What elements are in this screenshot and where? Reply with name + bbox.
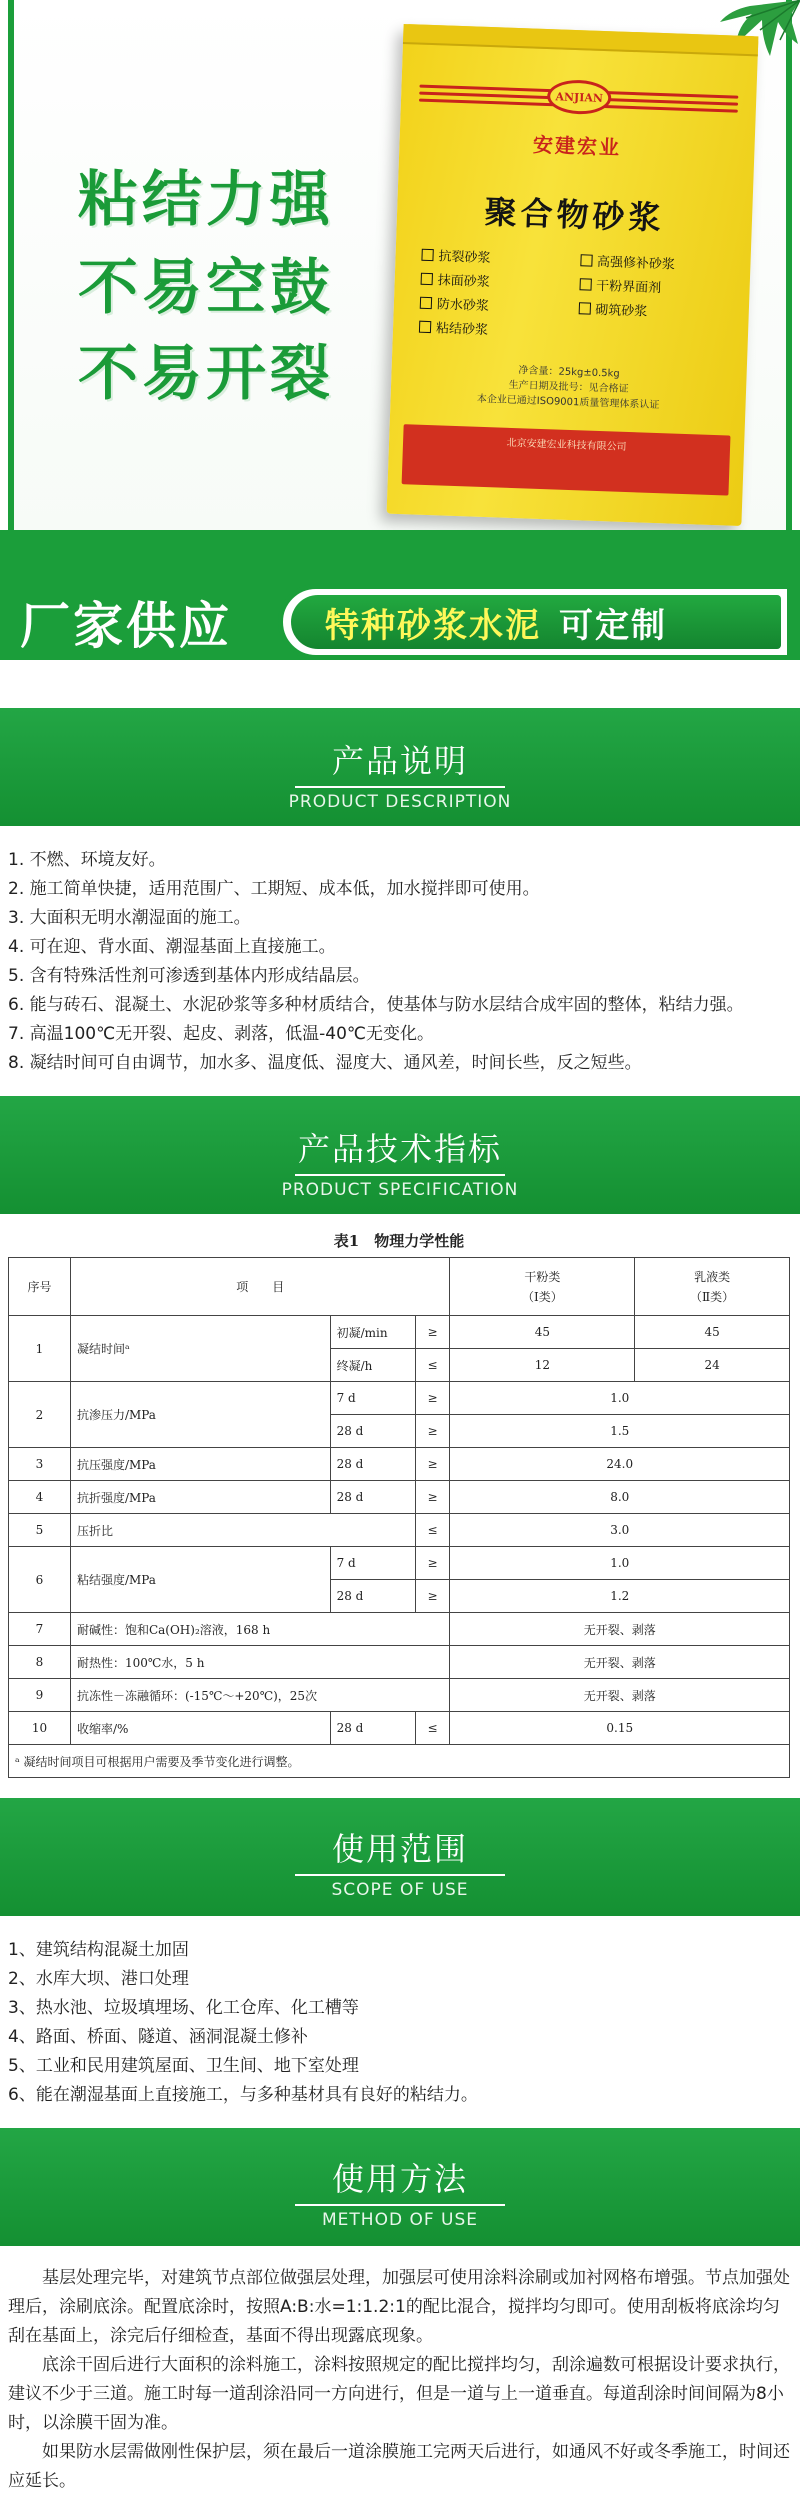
spec-table-note: ᵃ 凝结时间项目可根据用户需要及季节变化进行调整。 (9, 1745, 790, 1778)
bag-type-item: 抹面砂浆 (420, 269, 565, 293)
header-item: 项 目 (70, 1258, 450, 1316)
section-subtitle: METHOD OF USE (322, 2210, 478, 2230)
hero-slogan-2: 不易空鼓 (78, 253, 334, 323)
list-item: 3、热水池、垃圾填埋场、化工仓库、化工槽等 (8, 1998, 359, 2018)
section-divider (295, 786, 505, 788)
section-divider (295, 1174, 505, 1176)
banner-highlight: 特种砂浆水泥 (325, 605, 541, 646)
section-subtitle: SCOPE OF USE (331, 1880, 469, 1900)
method-paragraph: 基层处理完毕，对建筑节点部位做强层处理，加强层可使用涂料涂刷或加衬网格布增强。节点加强处理后，涂刷底涂。配置底涂时，按照A:B:水=1:1.2:1的配比混合，搅拌均匀即可。使用刮板将底涂均匀刮在基面上，涂完后仔细检查，基面不得出现露底现象。 (8, 2268, 790, 2346)
list-item: 2. 施工简单快捷，适用范围广、工期短、成本低，加水搅拌即可使用。 (8, 879, 540, 899)
list-item: 4、路面、桥面、隧道、涵洞混凝土修补 (8, 2027, 308, 2047)
bag-type-item: 粘结砂浆 (419, 317, 564, 341)
spec-table-caption: 表1 物理力学性能 (333, 1232, 465, 1250)
table-row: 3 抗压强度/MPa 28 d ≥ 24.0 (9, 1448, 790, 1481)
table-row: 9 抗冻性－冻融循环：(-15℃～+20℃)，25次 无开裂、剥落 (9, 1679, 790, 1712)
bag-logo: ANJIAN (547, 79, 612, 115)
table-row: 28 d ≥ 1.5 (9, 1415, 790, 1448)
section-subtitle: PRODUCT SPECIFICATION (281, 1180, 519, 1200)
list-item: 1、建筑结构混凝土加固 (8, 1940, 189, 1960)
bag-company: 北京安建宏业科技有限公司 (506, 437, 627, 453)
header-emulsion: 乳液类 （Ⅱ类） (635, 1258, 790, 1316)
bag-cert: 本企业已通过ISO9001质量管理体系认证 (476, 393, 660, 412)
list-item: 5. 含有特殊活性剂可渗透到基体内形成结晶层。 (8, 966, 370, 986)
hero-section (0, 0, 800, 668)
header-dry: 干粉类 （Ⅰ类） (450, 1258, 635, 1316)
method-paragraph: 底涂干固后进行大面积的涂料施工，涂料按照规定的配比搅拌均匀，刮涂遍数可根据设计要求执行，建议不少于三道。施工时每一道刮涂沿同一方向进行，但是一道与上一道垂直。每道刮涂时间间隔为8小时，以涂膜干固为准。 (8, 2355, 790, 2433)
list-item: 5、工业和民用建筑屋面、卫生间、地下室处理 (8, 2056, 359, 2076)
list-item: 1. 不燃、环境友好。 (8, 850, 166, 870)
bag-production: 生产日期及批号：见合格证 (508, 379, 629, 396)
hero-slogan-1: 粘结力强 (78, 165, 334, 235)
section-divider (295, 1874, 505, 1876)
banner-customizable: 可定制 (559, 605, 667, 646)
scope-list (0, 1916, 800, 2110)
banner-pill (278, 584, 792, 660)
list-item: 3. 大面积无明水潮湿面的施工。 (8, 908, 251, 928)
section-title: 使用方法 (331, 2160, 468, 2198)
bag-type-item: 砌筑砂浆 (578, 298, 723, 322)
list-item: 7. 高温100℃无开裂、起皮、剥落，低温-40℃无变化。 (8, 1024, 435, 1044)
section-title: 产品技术指标 (297, 1130, 502, 1168)
table-row: 4 抗折强度/MPa 28 d ≥ 8.0 (9, 1481, 790, 1514)
bag-net-weight: 净含量：25kg±0.5kg (518, 365, 620, 380)
banner-pill-inner (291, 595, 781, 649)
section-title: 使用范围 (331, 1830, 468, 1868)
list-item: 8. 凝结时间可自由调节，加水多、温度低、湿度大、通风差，时间长些，反之短些。 (8, 1053, 642, 1073)
description-header (0, 708, 800, 826)
specification-header (0, 1096, 800, 1214)
section-title: 产品说明 (331, 742, 468, 780)
spec-table-wrap (0, 1214, 800, 1778)
bag-type-item: 抗裂砂浆 (421, 245, 566, 269)
hero-slogan-3: 不易开裂 (78, 339, 334, 409)
bag-brand: 安建宏业 (532, 132, 622, 160)
bag-type-item: 防水砂浆 (420, 293, 565, 317)
table-row: 10 收缩率/% 28 d ≤ 0.15 (9, 1712, 790, 1745)
table-row: 2 抗渗压力/MPa 7 d ≥ 1.0 (9, 1382, 790, 1415)
method-text (0, 2246, 800, 2496)
list-item: 2、水库大坝、港口处理 (8, 1969, 189, 1989)
bag-type-list (419, 245, 725, 347)
table-row: 28 d ≥ 1.2 (9, 1580, 790, 1613)
method-header (0, 2128, 800, 2246)
section-subtitle: PRODUCT DESCRIPTION (288, 792, 512, 812)
list-item: 6、能在潮湿基面上直接施工，与多种基材具有良好的粘结力。 (8, 2085, 478, 2105)
spec-table (8, 1257, 790, 1778)
product-bag-image (387, 24, 759, 526)
table-row: 8 耐热性：100℃水，5 h 无开裂、剥落 (9, 1646, 790, 1679)
table-row: 终凝/h ≤ 12 24 (9, 1349, 790, 1382)
method-paragraph: 如果防水层需做刚性保护层，须在最后一道涂膜施工完两天后进行，如通风不好或冬季施工，时间还应延长。 (8, 2442, 790, 2491)
table-row: 5 压折比 ≤ 3.0 (9, 1514, 790, 1547)
header-no: 序号 (9, 1258, 71, 1316)
table-note-row (9, 1745, 790, 1778)
bag-red-band (402, 424, 731, 495)
bag-type-item: 高强修补砂浆 (580, 250, 725, 274)
table-row: 7 耐碱性：饱和Ca(OH)₂溶液，168 h 无开裂、剥落 (9, 1613, 790, 1646)
table-row: 1 凝结时间ᵃ 初凝/min ≥ 45 45 (9, 1316, 790, 1349)
list-item: 4. 可在迎、背水面、潮湿基面上直接施工。 (8, 937, 336, 957)
description-list (0, 826, 800, 1078)
scope-header (0, 1798, 800, 1916)
bag-title: 聚合物砂浆 (483, 192, 666, 238)
section-divider (295, 2204, 505, 2206)
bag-type-item: 干粉界面剂 (579, 274, 724, 298)
table-row: 6 粘结强度/MPa 7 d ≥ 1.0 (9, 1547, 790, 1580)
promo-banner (0, 530, 800, 660)
list-item: 6. 能与砖石、混凝土、水泥砂浆等多种材质结合，使基体与防水层结合成牢固的整体，粘结力强。 (8, 995, 744, 1015)
banner-factory-supply: 厂家供应 (20, 597, 232, 655)
table-header-row (9, 1258, 790, 1316)
